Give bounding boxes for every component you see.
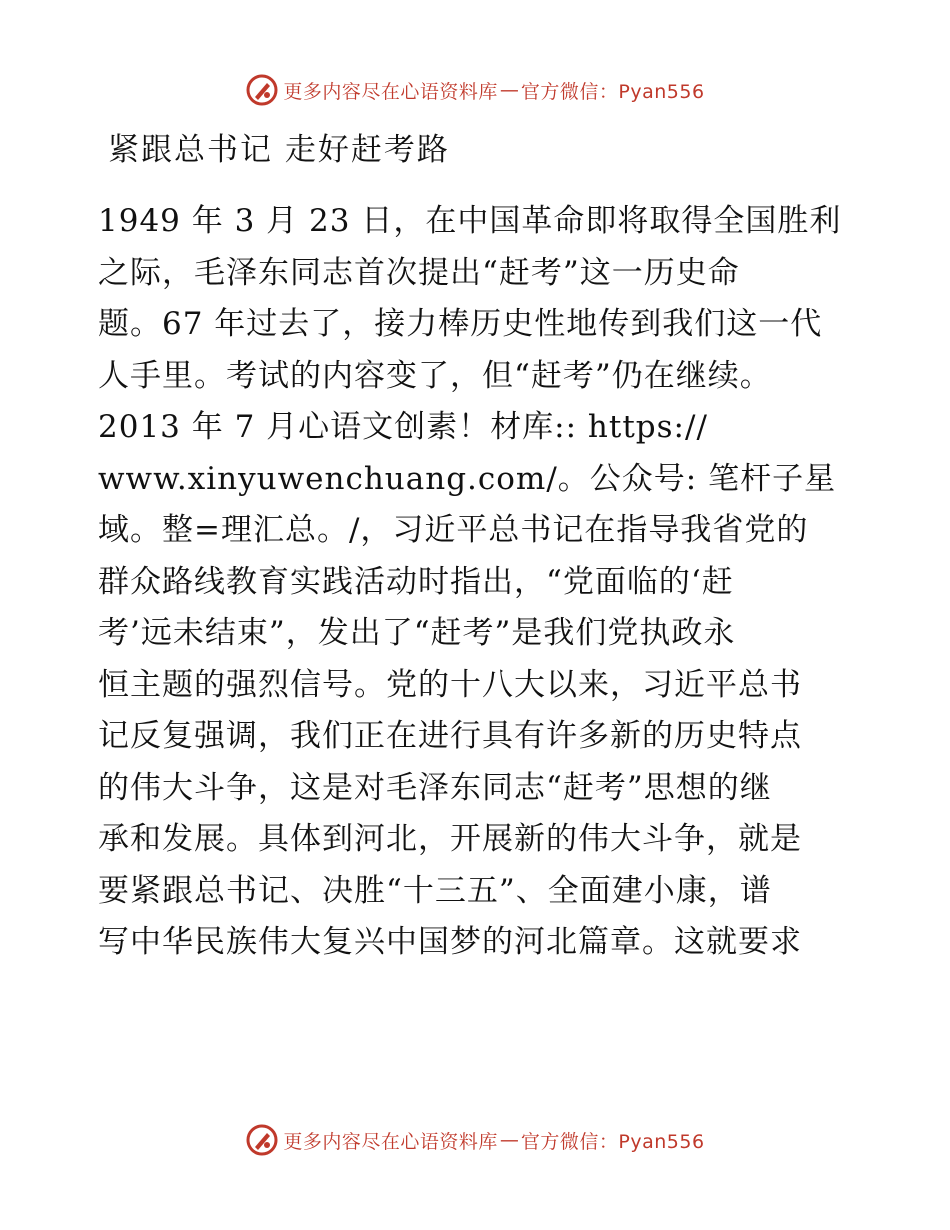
body-line: 记反复强调，我们正在进行具有许多新的历史特点 [98,718,802,754]
banner-text: 更多内容尽在心语资料库 [283,80,498,103]
banner-contact: 官方微信：Pyan556 [520,1130,705,1153]
body-line: 承和发展。具体到河北，开展新的伟大斗争，就是 [98,821,802,857]
pen-logo-icon [245,73,279,107]
body-line: 考’远未结束”，发出了“赶考”是我们党执政永 [98,615,736,651]
header-watermark-banner [0,70,950,110]
footer-watermark-banner [0,1120,950,1160]
body-line: 1949 年 3 月 23 日，在中国革命即将取得全国胜利 [98,203,842,239]
body-line: 群众路线教育实践活动时指出，“党面临的‘赶 [98,563,734,600]
body-line: 要紧跟总书记、决胜“十三五”、全面建小康，谱 [98,872,772,909]
body-line: 写中华民族伟大复兴中国梦的河北篇章。这就要求 [98,924,802,960]
document-title: 紧跟总书记 走好赶考路 [108,132,450,168]
banner-separator: — [499,1129,519,1151]
document-body [98,196,858,969]
banner-separator: — [499,79,519,101]
banner-contact: 官方微信：Pyan556 [520,80,705,103]
body-line: 之际，毛泽东同志首次提出“赶考”这一历史命 [98,254,740,291]
body-line: 人手里。考试的内容变了，但“赶考”仍在继续。 [98,357,772,394]
pen-logo-icon [245,1123,279,1157]
banner-text: 更多内容尽在心语资料库 [283,1130,498,1153]
body-line: 恒主题的强烈信号。党的十八大以来，习近平总书 [98,666,802,703]
body-line: 域。整=理汇总。/，习近平总书记在指导我省党的 [98,512,809,548]
body-line: 2013 年 7 月心语文创素！材库:: https:// [98,409,708,445]
body-line: 的伟大斗争，这是对毛泽东同志“赶考”思想的继 [98,769,772,806]
body-line: www.xinyuwenchuang.com/。公众号: 笔杆子星 [98,460,837,497]
body-line: 题。67 年过去了，接力棒历史性地传到我们这一代 [98,306,823,342]
